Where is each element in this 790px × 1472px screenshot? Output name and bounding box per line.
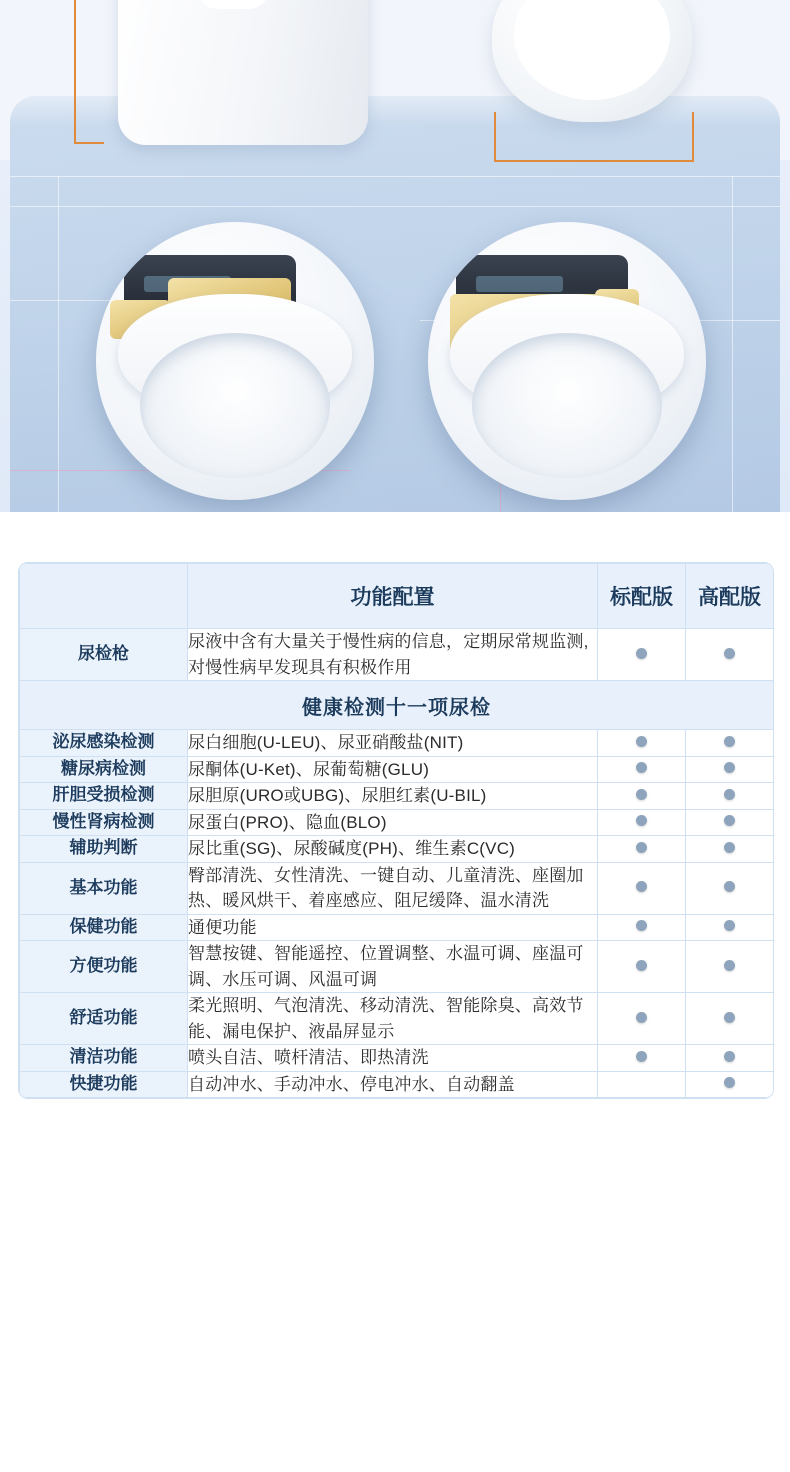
standard-availability-cell: [598, 756, 686, 783]
header-premium: 高配版: [686, 564, 774, 629]
premium-availability-cell: [686, 993, 774, 1045]
availability-dot: [724, 920, 735, 931]
section-banner-row: [20, 681, 774, 730]
feature-desc-cell: 智慧按键、智能遥控、位置调整、水温可调、座温可调、水压可调、风温可调: [188, 941, 598, 993]
toilet-bowl: [140, 333, 329, 478]
table-row: [20, 914, 774, 941]
premium-availability-cell: [686, 941, 774, 993]
availability-dot: [636, 736, 647, 747]
premium-availability-cell: [686, 914, 774, 941]
standard-availability-cell: [598, 941, 686, 993]
feature-desc-cell: 尿白细胞(U-LEU)、尿亚硝酸盐(NIT): [188, 730, 598, 757]
table-row: [20, 993, 774, 1045]
standard-availability-cell: [598, 862, 686, 914]
feature-name-cell: 泌尿感染检测: [20, 730, 188, 757]
feature-name-cell: 尿检枪: [20, 629, 188, 681]
feature-name-cell: 慢性肾病检测: [20, 809, 188, 836]
table-header-row: [20, 564, 774, 629]
availability-dot: [724, 960, 735, 971]
availability-dot: [724, 881, 735, 892]
standard-availability-cell: [598, 783, 686, 810]
availability-dot: [636, 762, 647, 773]
standard-availability-cell: [598, 993, 686, 1045]
premium-availability-cell: [686, 756, 774, 783]
availability-dot: [636, 960, 647, 971]
table-row: [20, 629, 774, 681]
feature-name-cell: 保健功能: [20, 914, 188, 941]
availability-dot: [724, 789, 735, 800]
toilet-tank: [118, 0, 368, 145]
availability-dot: [724, 762, 735, 773]
feature-desc-cell: 尿蛋白(PRO)、隐血(BLO): [188, 809, 598, 836]
header-standard: 标配版: [598, 564, 686, 629]
deco-line: [10, 176, 780, 177]
feature-desc-cell: 尿酮体(U-Ket)、尿葡萄糖(GLU): [188, 756, 598, 783]
availability-dot: [724, 1051, 735, 1062]
table-row: [20, 941, 774, 993]
deco-line: [58, 176, 59, 512]
availability-dot: [724, 736, 735, 747]
deco-line: [732, 176, 733, 512]
availability-dot: [724, 815, 735, 826]
availability-dot: [636, 1051, 647, 1062]
table-row: [20, 730, 774, 757]
standard-availability-cell: [598, 1071, 686, 1098]
premium-availability-cell: [686, 1071, 774, 1098]
spec-table: [19, 563, 774, 1098]
availability-dot: [636, 789, 647, 800]
feature-name-cell: 方便功能: [20, 941, 188, 993]
feature-name-cell: 糖尿病检测: [20, 756, 188, 783]
feature-name-cell: 清洁功能: [20, 1045, 188, 1072]
standard-availability-cell: [598, 836, 686, 863]
feature-name-cell: 舒适功能: [20, 993, 188, 1045]
availability-dot-empty: [636, 1077, 647, 1088]
toilet-handle: [196, 0, 270, 9]
feature-desc-cell: 自动冲水、手动冲水、停电冲水、自动翻盖: [188, 1071, 598, 1098]
availability-dot: [636, 842, 647, 853]
availability-dot: [724, 842, 735, 853]
feature-desc-cell: 柔光照明、气泡清洗、移动清洗、智能除臭、高效节能、漏电保护、液晶屏显示: [188, 993, 598, 1045]
table-row: [20, 862, 774, 914]
feature-desc-cell: 臀部清洗、女性清洗、一键自动、儿童清洗、座圈加热、暖风烘干、着座感应、阻尼缓降、温水清洗: [188, 862, 598, 914]
table-row: [20, 836, 774, 863]
table-row: [20, 1071, 774, 1098]
toilet-lid-inner: [514, 0, 670, 100]
premium-availability-cell: [686, 1045, 774, 1072]
feature-name-cell: 肝胆受损检测: [20, 783, 188, 810]
availability-dot: [724, 648, 735, 659]
standard-availability-cell: [598, 914, 686, 941]
table-row: [20, 783, 774, 810]
feature-desc-cell: 尿比重(SG)、尿酸碱度(PH)、维生素C(VC): [188, 836, 598, 863]
premium-availability-cell: [686, 629, 774, 681]
toilet-bowl: [472, 333, 661, 478]
availability-dot: [724, 1077, 735, 1088]
availability-dot: [636, 648, 647, 659]
feature-desc-cell: 尿液中含有大量关于慢性病的信息，定期尿常规监测,对慢性病早发现具有积极作用: [188, 629, 598, 681]
closeup-shot-left: [96, 222, 374, 500]
header-feature: 功能配置: [188, 564, 598, 629]
standard-availability-cell: [598, 1045, 686, 1072]
premium-availability-cell: [686, 730, 774, 757]
premium-availability-cell: [686, 836, 774, 863]
hero-image: [0, 0, 790, 512]
feature-desc-cell: 尿胆原(URO或UBG)、尿胆红素(U-BIL): [188, 783, 598, 810]
feature-desc-cell: 通便功能: [188, 914, 598, 941]
availability-dot: [636, 815, 647, 826]
table-row: [20, 756, 774, 783]
feature-name-cell: 快捷功能: [20, 1071, 188, 1098]
feature-name-cell: 基本功能: [20, 862, 188, 914]
table-row: [20, 1045, 774, 1072]
table-row: [20, 809, 774, 836]
availability-dot: [724, 1012, 735, 1023]
closeup-shot-right: [428, 222, 706, 500]
header-blank-cell: [20, 564, 188, 629]
spec-table-container: [18, 562, 774, 1099]
measure-bracket-left: [74, 0, 104, 144]
availability-dot: [636, 881, 647, 892]
availability-dot: [636, 1012, 647, 1023]
standard-availability-cell: [598, 730, 686, 757]
feature-desc-cell: 喷头自洁、喷杆清洁、即热清洗: [188, 1045, 598, 1072]
standard-availability-cell: [598, 629, 686, 681]
availability-dot: [636, 920, 647, 931]
premium-availability-cell: [686, 862, 774, 914]
measure-bracket-bottom: [494, 112, 694, 162]
premium-availability-cell: [686, 783, 774, 810]
deco-line: [10, 206, 780, 207]
feature-name-cell: 辅助判断: [20, 836, 188, 863]
section-banner: 健康检测十一项尿检: [20, 681, 774, 730]
standard-availability-cell: [598, 809, 686, 836]
premium-availability-cell: [686, 809, 774, 836]
